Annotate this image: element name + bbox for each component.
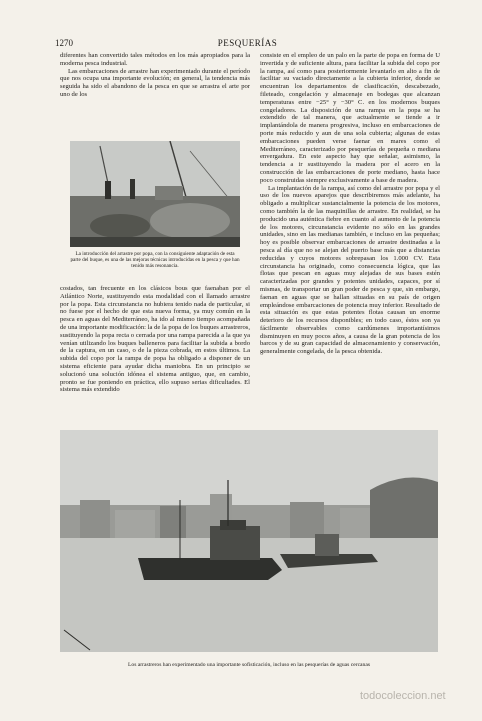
right-column: [260, 52, 440, 356]
page-header: [55, 38, 440, 52]
photo-harbor-trawlers: [60, 430, 438, 652]
paragraph: costados, tan frecuente en los clásicos bous que faenaban por el Atlántico Norte, sustituyendo esta modalidad con el llamado arrastre por la popa. Esta circunstancia no hubiera tenido nada de particular, si no fuese por el hecho de que esta nueva forma, ya muy común en la pesca en aguas del Mediterráneo, ha ido al mismo tiempo acompañada de una importante modificación: la de la popa de los buques arrastreros, sustituyendo la popa recta o cerrada por una rampa parecida a la que ya venían utilizando los buques balleneros para facilitar la subida a bordo de la captura, en un caso, o de la pieza cobrada, en estos últimos. La subida del copo por la rampa de popa ha obligado a disponer de un sistema eficiente para ayudar dicha maniobra. En un principio se solucionó una solución idónea el sistema antiguo, que, en cambio, pronto se fue poniendo en práctica, ello supuso serias dificultades. El sistema más extendido: [60, 285, 250, 394]
paragraph: La implantación de la rampa, así como del arrastre por popa y el uso de los nuevos aparejos que describiremos más adelante, ha obligado a multiplicar sustancialmente la potencia de los motores, como también la de las maquinillas de arrastre. En realidad, se ha producido una auténtica fiebre en cuanto al aumento de la potencia de los motores, circunstancia evidente no sólo en las grandes unidades, sino en las medianas también, e incluso en las pequeñas; hoy es posible observar embarcaciones de arrastre destinadas a la pesca al día que no se alejan del puerto base más que a distancias reducidas y cuyos motores sobrepasan los 1.000 CV. Esta circunstancia ha originado, como consecuencia lógica, que las flotas que pescan en aguas muy alejadas de sus bases estén caracterizadas por grandes y potentes unidades, capaces, por sí mismas, de transportar un gran poder de pesca y que, sin embargo, faenan en aguas que se hallan situadas en su país de origen empleándose embarcaciones de potencia muy inferior. Resultado de esta situación es que estas potentes flotas causan un enorme deterioro de los recursos disponibles; en todo caso, éstos son ya fácilmente observables como cardúmenes importantísimos disminuyen en muy pocos años, a causa de la gran potencia de los barcos y de su gran capacidad de almacenamiento y conservación, generalmente congelada, de la pesca obtenida.: [260, 184, 440, 356]
paragraph: diferentes han convertido tales métodos en los más apropiados para la moderna pesca industrial.: [60, 52, 250, 67]
paragraph: consiste en el empleo de un palo en la parte de popa en forma de U invertida y de suficiente altura, para facilitar la subida del copo por la rampa, así como para posteriormente levantarlo en alto a fin de facilitar su vaciado directamente a la cubierta inferior, donde se encuentran los departamentos de clasificación, descabezado, fileteado, congelación y almacenaje en bodegas que alcanzan temperaturas entre −25° y −30° C. en los modernos buques congeladores. La disposición de una rampa en la popa se ha extendido de tal manera, que actualmente se tiende a ir implantándola de manera progresiva, incluso en embarcaciones de porte más reducido y aun de una sola cubierta; algunas de estas embarcaciones pueden verse faenar en mares como el Mediterráneo, caracterizado por pesquerías de pequeña o mediana envergadura. En este aspecto hay que señalar, asimismo, la tendencia a ir sustituyendo la madera por el acero en la construcción de las embarcaciones de porte mediano, hasta hace poco construidas siempre exclusivamente a base de madera.: [260, 52, 440, 184]
running-title: PESQUERÍAS: [217, 38, 278, 48]
photo-trawler-deck: [70, 141, 240, 247]
photo-caption: Los arrastreros han experimentado una importante sofisticación, incluso en las pesquerías de aguas cercanas: [128, 662, 370, 668]
watermark: todocoleccion.net: [360, 690, 446, 702]
left-column-top: [60, 52, 250, 99]
page-number: 1270: [55, 38, 73, 48]
photo-caption: La introducción del arrastre por popa, con la consiguiente adaptación de esta parte del buque, es una de las mejoras técnicas introducidas en la pesca y que han tenido más resonancia.: [70, 251, 240, 270]
paragraph: Las embarcaciones de arrastre han experimentado durante el período que nos ocupa una importante evolución; en general, la tendencia más seguida ha sido el abandono de la pesca en que se arrastra el arte por uno de los: [60, 67, 250, 98]
left-column-bottom: [60, 285, 250, 394]
